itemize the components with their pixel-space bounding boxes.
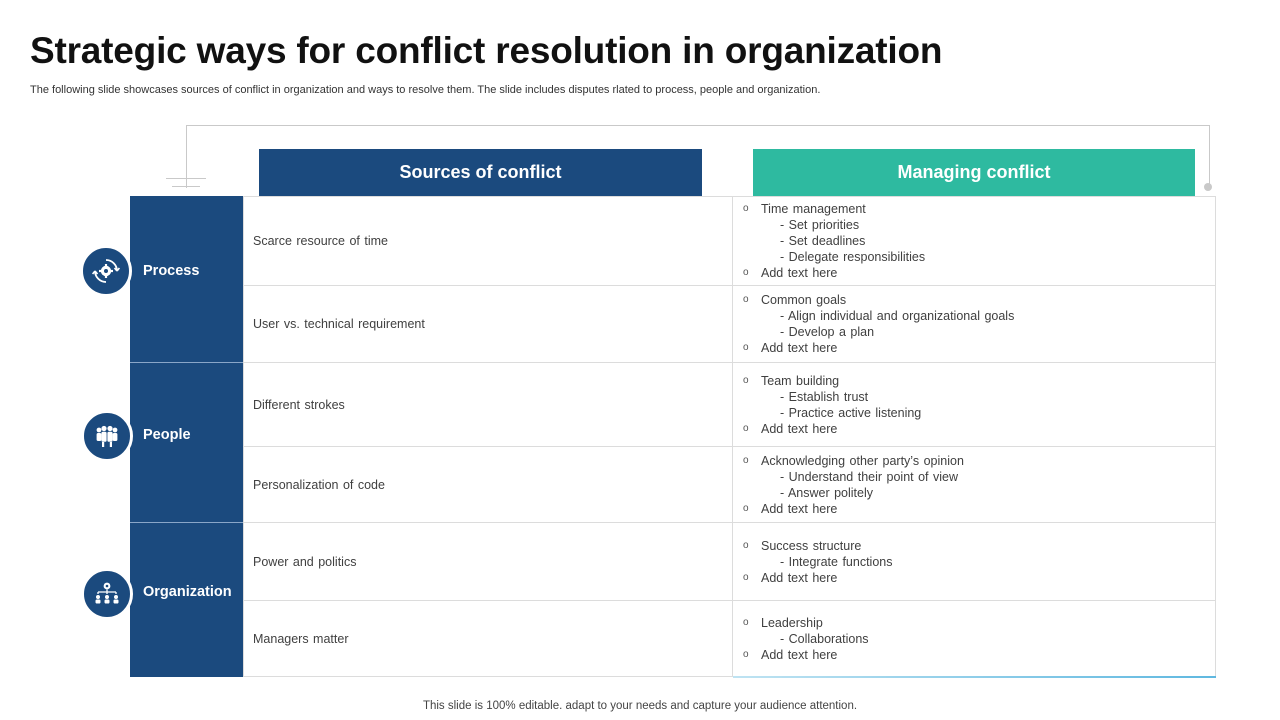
- footer-note: This slide is 100% editable. adapt to your needs and capture your audience attention.: [422, 700, 858, 712]
- bullet-marker: o: [743, 374, 749, 386]
- category-divider: [130, 362, 243, 363]
- connector-tick: [166, 178, 206, 179]
- table-row: [243, 286, 1216, 363]
- sub-bullet-text: - Set priorities: [780, 217, 860, 232]
- people-group-icon: [81, 410, 133, 462]
- bullet-item: [743, 615, 1216, 631]
- bullet-item: [743, 201, 1216, 217]
- bullet-text: Time management: [761, 201, 866, 216]
- table-bottom-accent: [733, 676, 1216, 678]
- bullet-text: Leadership: [761, 616, 823, 630]
- bullet-marker: o: [743, 294, 749, 305]
- bullet-marker: o: [743, 539, 749, 551]
- managing-cell: [733, 523, 1216, 600]
- table-row: [243, 363, 1216, 447]
- sub-bullet-text: - Practice active listening: [780, 405, 922, 420]
- bullet-text: Add text here: [761, 265, 838, 280]
- sub-bullet-text: - Collaborations: [780, 632, 869, 646]
- sub-bullet-text: - Integrate functions: [780, 554, 893, 569]
- sub-bullet-text: - Establish trust: [780, 389, 869, 404]
- bullet-item: [743, 570, 1216, 586]
- bullet-marker: o: [743, 454, 749, 466]
- source-cell: Power and politics: [243, 523, 733, 600]
- connector-tick: [172, 186, 200, 187]
- category-block-process: [130, 196, 243, 363]
- bullet-text: Add text here: [761, 421, 838, 436]
- sub-bullet-text: - Align individual and organizational goals: [780, 309, 1015, 323]
- source-cell: User vs. technical requirement: [243, 286, 733, 362]
- category-block-people: [130, 363, 243, 523]
- bullet-marker: o: [743, 571, 749, 583]
- header-sources-of-conflict: Sources of conflict: [259, 149, 702, 196]
- table-row: [243, 523, 1216, 601]
- bullet-text: Add text here: [761, 501, 838, 516]
- bullet-text: Common goals: [761, 293, 847, 307]
- table-row: [243, 601, 1216, 677]
- bullet-item: [743, 453, 1216, 469]
- table-row: [243, 196, 1216, 286]
- bullet-item: [743, 373, 1216, 389]
- category-label-process: Process: [143, 263, 200, 279]
- bullet-marker: o: [743, 342, 749, 353]
- bullet-marker: o: [743, 202, 749, 214]
- page-title: Strategic ways for conflict resolution in organization: [30, 30, 943, 71]
- bullet-item: [743, 421, 1216, 437]
- table-row: [243, 447, 1216, 523]
- bullet-item: [743, 292, 1216, 308]
- bullet-marker: o: [743, 422, 749, 434]
- managing-cell: [733, 286, 1216, 362]
- bullet-text: Add text here: [761, 341, 838, 355]
- managing-cell: [733, 196, 1216, 285]
- bullet-marker: o: [743, 617, 749, 628]
- source-cell: Scarce resource of time: [243, 196, 733, 285]
- sub-bullet-text: - Develop a plan: [780, 325, 875, 339]
- source-cell: Managers matter: [243, 601, 733, 677]
- bullet-item: [743, 538, 1216, 554]
- bullet-marker: o: [743, 502, 749, 514]
- gear-cycle-icon: [80, 245, 132, 297]
- bullet-item: [743, 501, 1216, 517]
- bullet-text: Add text here: [761, 648, 838, 662]
- managing-cell: [733, 363, 1216, 446]
- bullet-text: Acknowledging other party’s opinion: [761, 453, 964, 468]
- category-label-organization: Organization: [143, 584, 232, 600]
- connector-dot: [1204, 183, 1212, 191]
- managing-cell: [733, 601, 1216, 677]
- sub-bullet-text: - Answer politely: [780, 485, 874, 500]
- managing-cell: [733, 447, 1216, 522]
- sub-bullet-text: - Set deadlines: [780, 233, 866, 248]
- bullet-item: [743, 647, 1216, 663]
- bullet-item: [743, 265, 1216, 281]
- bullet-text: Add text here: [761, 570, 838, 585]
- bullet-marker: o: [743, 266, 749, 278]
- bullet-item: [743, 340, 1216, 356]
- sub-bullet-text: - Understand their point of view: [780, 469, 959, 484]
- page-subtitle: The following slide showcases sources of conflict in organization and ways to resolve them. The slide includes disputes rlated to process, people and organization.: [30, 84, 821, 96]
- category-block-organization: [130, 523, 243, 677]
- source-cell: Different strokes: [243, 363, 733, 446]
- header-managing-conflict: Managing conflict: [753, 149, 1195, 196]
- category-divider: [130, 522, 243, 523]
- bullet-text: Success structure: [761, 538, 862, 553]
- org-network-icon: [81, 568, 133, 620]
- bullet-text: Team building: [761, 373, 840, 388]
- source-cell: Personalization of code: [243, 447, 733, 522]
- bullet-marker: o: [743, 649, 749, 660]
- sub-bullet-text: - Delegate responsibilities: [780, 249, 926, 264]
- category-label-people: People: [143, 427, 191, 443]
